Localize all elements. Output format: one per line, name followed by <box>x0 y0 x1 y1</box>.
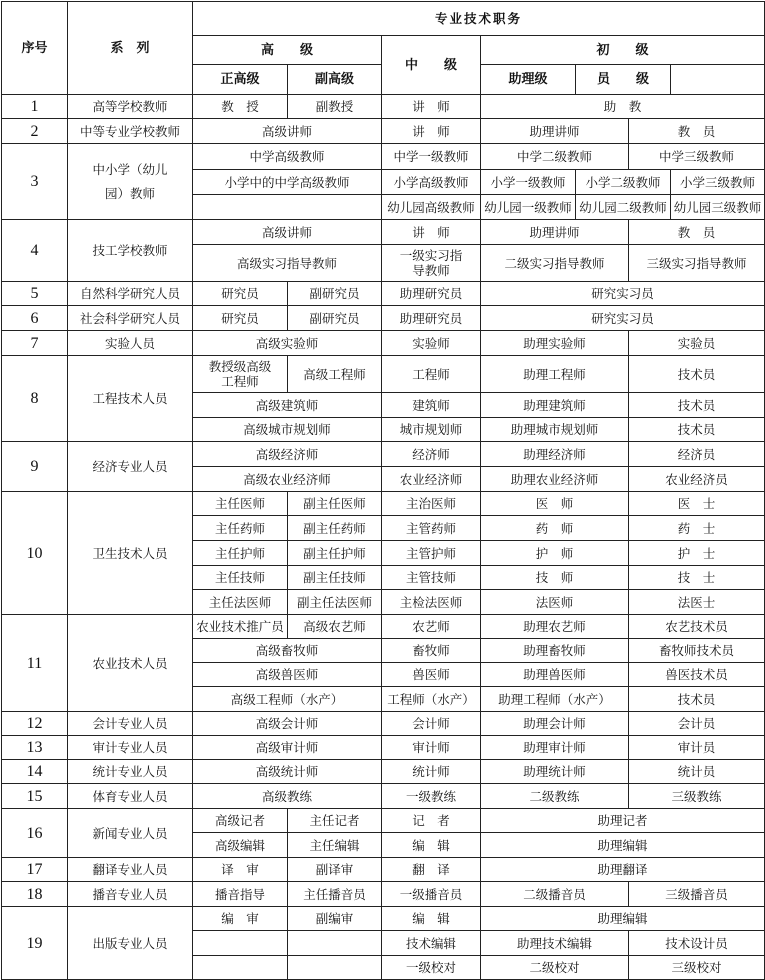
header-yuan: 员 级 <box>576 65 671 95</box>
cell-senior: 高级讲师 <box>193 220 382 245</box>
cell-yuan: 畜牧师技术员 <box>629 639 765 663</box>
cell-assistant: 小学一级教师 <box>481 170 576 195</box>
professional-title-table <box>1 1 765 980</box>
cell-fu: 副研究员 <box>288 282 382 306</box>
row-series: 统计专业人员 <box>68 760 193 784</box>
cell-zheng-empty <box>193 956 288 980</box>
cell-zheng: 主任医师 <box>193 492 288 516</box>
cell-fu: 主任编辑 <box>288 833 382 858</box>
cell-middle: 编 辑 <box>382 907 481 931</box>
cell-junior: 助理编辑 <box>481 833 765 858</box>
row-series: 翻译专业人员 <box>68 858 193 882</box>
cell-yuan: 会计员 <box>629 712 765 736</box>
cell-assistant: 助理农艺师 <box>481 615 629 639</box>
cell-yuan: 幼儿园三级教师 <box>671 195 765 220</box>
cell-senior: 高级讲师 <box>193 119 382 144</box>
cell-zheng-empty <box>193 931 288 956</box>
row-number: 2 <box>2 119 68 144</box>
cell-assistant: 助理实验师 <box>481 331 629 356</box>
cell-fu: 副主任药师 <box>288 516 382 541</box>
cell-middle: 主治医师 <box>382 492 481 516</box>
row-series: 体育专业人员 <box>68 784 193 809</box>
row-number: 18 <box>2 882 68 907</box>
cell-assistant: 药 师 <box>481 516 629 541</box>
cell-yuan: 技术员 <box>629 687 765 712</box>
cell-zheng: 农业技术推广员 <box>193 615 288 639</box>
cell-yuan: 三级校对 <box>629 956 765 980</box>
cell-yuan: 技术员 <box>629 393 765 418</box>
cell-assistant: 二级校对 <box>481 956 629 980</box>
cell-junior: 助理记者 <box>481 809 765 833</box>
cell-middle: 一级播音员 <box>382 882 481 907</box>
cell-assistant: 助理技术编辑 <box>481 931 629 956</box>
cell-assistant: 助理讲师 <box>481 220 629 245</box>
cell-fu: 高级农艺师 <box>288 615 382 639</box>
cell-senior: 高级会计师 <box>193 712 382 736</box>
row-number: 17 <box>2 858 68 882</box>
row-series: 自然科学研究人员 <box>68 282 193 306</box>
cell-yuan: 教 员 <box>629 220 765 245</box>
cell-zheng: 主任护师 <box>193 541 288 566</box>
cell-middle: 翻 译 <box>382 858 481 882</box>
cell-yuan: 护 士 <box>629 541 765 566</box>
row-number: 12 <box>2 712 68 736</box>
row-series: 出版专业人员 <box>68 907 193 980</box>
cell-yuan: 中学三级教师 <box>629 144 765 170</box>
cell-senior: 高级实验师 <box>193 331 382 356</box>
cell-senior: 中学高级教师 <box>193 144 382 170</box>
cell-zheng: 教授级高级工程师 <box>193 356 288 393</box>
cell-assistant: 助理会计师 <box>481 712 629 736</box>
cell-assistant: 助理工程师（水产） <box>481 687 629 712</box>
cell-yuan: 审计员 <box>629 736 765 760</box>
row-series: 中等专业学校教师 <box>68 119 193 144</box>
cell-fu: 副主任技师 <box>288 566 382 590</box>
cell-fu-empty <box>288 931 382 956</box>
cell-senior: 高级实习指导教师 <box>193 245 382 282</box>
cell-assistant: 中学二级教师 <box>481 144 629 170</box>
cell-middle: 经济师 <box>382 442 481 467</box>
row-series: 经济专业人员 <box>68 442 193 492</box>
row-number: 3 <box>2 144 68 220</box>
cell-middle: 主管技师 <box>382 566 481 590</box>
cell-senior: 高级兽医师 <box>193 663 382 687</box>
cell-middle: 主管护师 <box>382 541 481 566</box>
cell-assistant: 医 师 <box>481 492 629 516</box>
cell-zheng: 播音指导 <box>193 882 288 907</box>
cell-fu: 高级工程师 <box>288 356 382 393</box>
cell-yuan: 技术员 <box>629 356 765 393</box>
cell-assistant-2: 小学二级教师 <box>576 170 671 195</box>
cell-middle: 中学一级教师 <box>382 144 481 170</box>
cell-yuan: 三级播音员 <box>629 882 765 907</box>
cell-middle: 幼儿园高级教师 <box>382 195 481 220</box>
cell-zheng: 研究员 <box>193 282 288 306</box>
cell-assistant: 二级教练 <box>481 784 629 809</box>
cell-assistant: 护 师 <box>481 541 629 566</box>
cell-middle: 会计师 <box>382 712 481 736</box>
row-number: 14 <box>2 760 68 784</box>
cell-yuan: 医 士 <box>629 492 765 516</box>
cell-fu-empty <box>288 956 382 980</box>
cell-zheng: 译 审 <box>193 858 288 882</box>
cell-zheng: 主任药师 <box>193 516 288 541</box>
cell-assistant: 助理统计师 <box>481 760 629 784</box>
cell-middle: 技术编辑 <box>382 931 481 956</box>
header-seq: 序号 <box>2 2 68 95</box>
cell-zheng: 编 审 <box>193 907 288 931</box>
cell-assistant: 二级实习指导教师 <box>481 245 629 282</box>
cell-yuan: 药 士 <box>629 516 765 541</box>
row-series: 新闻专业人员 <box>68 809 193 858</box>
row-number: 8 <box>2 356 68 442</box>
cell-fu: 副译审 <box>288 858 382 882</box>
cell-middle: 编 辑 <box>382 833 481 858</box>
cell-assistant: 法医师 <box>481 590 629 615</box>
cell-middle: 城市规划师 <box>382 418 481 442</box>
cell-fu: 副主任护师 <box>288 541 382 566</box>
cell-fu: 副教授 <box>288 95 382 119</box>
cell-yuan: 技 士 <box>629 566 765 590</box>
cell-senior: 高级建筑师 <box>193 393 382 418</box>
cell-middle: 审计师 <box>382 736 481 760</box>
cell-assistant: 助理审计师 <box>481 736 629 760</box>
cell-senior: 高级工程师（水产） <box>193 687 382 712</box>
cell-assistant: 助理建筑师 <box>481 393 629 418</box>
cell-middle: 兽医师 <box>382 663 481 687</box>
cell-middle: 建筑师 <box>382 393 481 418</box>
cell-fu: 主任播音员 <box>288 882 382 907</box>
row-series: 社会科学研究人员 <box>68 306 193 331</box>
cell-fu: 副研究员 <box>288 306 382 331</box>
row-number: 16 <box>2 809 68 858</box>
header-series: 系 列 <box>68 2 193 95</box>
row-series: 高等学校教师 <box>68 95 193 119</box>
cell-senior: 高级畜牧师 <box>193 639 382 663</box>
cell-fu: 主任记者 <box>288 809 382 833</box>
row-number: 1 <box>2 95 68 119</box>
row-series: 播音专业人员 <box>68 882 193 907</box>
row-series: 农业技术人员 <box>68 615 193 712</box>
row-series: 技工学校教师 <box>68 220 193 282</box>
cell-middle: 记 者 <box>382 809 481 833</box>
cell-middle: 一级教练 <box>382 784 481 809</box>
cell-middle: 主检法医师 <box>382 590 481 615</box>
row-number: 19 <box>2 907 68 980</box>
cell-middle: 工程师（水产） <box>382 687 481 712</box>
cell-senior: 高级农业经济师 <box>193 467 382 492</box>
cell-assistant: 助理城市规划师 <box>481 418 629 442</box>
cell-middle: 畜牧师 <box>382 639 481 663</box>
cell-yuan: 三级实习指导教师 <box>629 245 765 282</box>
row-series: 工程技术人员 <box>68 356 193 442</box>
cell-middle: 助理研究员 <box>382 306 481 331</box>
cell-middle: 农艺师 <box>382 615 481 639</box>
cell-fu: 副主任法医师 <box>288 590 382 615</box>
row-number: 6 <box>2 306 68 331</box>
cell-middle: 助理研究员 <box>382 282 481 306</box>
header-title: 专业技术职务 <box>193 2 765 36</box>
row-series: 会计专业人员 <box>68 712 193 736</box>
cell-zheng: 主任技师 <box>193 566 288 590</box>
cell-junior: 助 教 <box>481 95 765 119</box>
cell-yuan: 农业经济员 <box>629 467 765 492</box>
cell-middle: 讲 师 <box>382 220 481 245</box>
cell-assistant: 助理经济师 <box>481 442 629 467</box>
header-senior: 高 级 <box>193 36 382 65</box>
cell-middle: 统计师 <box>382 760 481 784</box>
header-fu: 副高级 <box>288 65 382 95</box>
cell-junior: 研究实习员 <box>481 306 765 331</box>
cell-middle: 一级实习指导教师 <box>382 245 481 282</box>
cell-zheng: 高级编辑 <box>193 833 288 858</box>
cell-zheng: 高级记者 <box>193 809 288 833</box>
cell-assistant-2: 幼儿园二级教师 <box>576 195 671 220</box>
cell-middle: 讲 师 <box>382 119 481 144</box>
cell-middle: 小学高级教师 <box>382 170 481 195</box>
row-number: 4 <box>2 220 68 282</box>
header-assistant: 助理级 <box>481 65 576 95</box>
cell-middle: 工程师 <box>382 356 481 393</box>
cell-assistant: 二级播音员 <box>481 882 629 907</box>
header-middle: 中 级 <box>382 36 481 95</box>
cell-yuan: 经济员 <box>629 442 765 467</box>
cell-yuan: 兽医技术员 <box>629 663 765 687</box>
row-series: 实验人员 <box>68 331 193 356</box>
cell-senior-empty <box>193 195 382 220</box>
header-junior: 初 级 <box>481 36 765 65</box>
row-series: 审计专业人员 <box>68 736 193 760</box>
cell-yuan: 技术设计员 <box>629 931 765 956</box>
row-number: 5 <box>2 282 68 306</box>
cell-yuan: 实验员 <box>629 331 765 356</box>
cell-zheng: 教 授 <box>193 95 288 119</box>
cell-junior: 研究实习员 <box>481 282 765 306</box>
cell-junior: 助理编辑 <box>481 907 765 931</box>
cell-yuan: 小学三级教师 <box>671 170 765 195</box>
cell-assistant: 助理兽医师 <box>481 663 629 687</box>
row-number: 15 <box>2 784 68 809</box>
cell-zheng: 主任法医师 <box>193 590 288 615</box>
cell-senior: 高级统计师 <box>193 760 382 784</box>
cell-fu: 副主任医师 <box>288 492 382 516</box>
cell-assistant: 幼儿园一级教师 <box>481 195 576 220</box>
row-number: 10 <box>2 492 68 615</box>
row-series: 卫生技术人员 <box>68 492 193 615</box>
cell-zheng: 研究员 <box>193 306 288 331</box>
cell-assistant: 助理讲师 <box>481 119 629 144</box>
cell-middle: 实验师 <box>382 331 481 356</box>
row-series: 中小学（幼儿园）教师 <box>68 144 193 220</box>
cell-yuan: 技术员 <box>629 418 765 442</box>
row-number: 7 <box>2 331 68 356</box>
cell-yuan: 统计员 <box>629 760 765 784</box>
cell-junior: 助理翻译 <box>481 858 765 882</box>
cell-senior: 高级城市规划师 <box>193 418 382 442</box>
cell-middle: 农业经济师 <box>382 467 481 492</box>
cell-fu: 副编审 <box>288 907 382 931</box>
cell-yuan: 农艺技术员 <box>629 615 765 639</box>
cell-yuan: 教 员 <box>629 119 765 144</box>
row-number: 13 <box>2 736 68 760</box>
row-number: 11 <box>2 615 68 712</box>
cell-assistant: 助理工程师 <box>481 356 629 393</box>
row-number: 9 <box>2 442 68 492</box>
cell-senior: 高级经济师 <box>193 442 382 467</box>
header-empty <box>671 65 765 95</box>
cell-senior: 小学中的中学高级教师 <box>193 170 382 195</box>
cell-middle: 讲 师 <box>382 95 481 119</box>
cell-yuan: 三级教练 <box>629 784 765 809</box>
cell-yuan: 法医士 <box>629 590 765 615</box>
cell-middle: 一级校对 <box>382 956 481 980</box>
cell-middle: 主管药师 <box>382 516 481 541</box>
cell-assistant: 技 师 <box>481 566 629 590</box>
cell-assistant: 助理畜牧师 <box>481 639 629 663</box>
cell-senior: 高级审计师 <box>193 736 382 760</box>
cell-assistant: 助理农业经济师 <box>481 467 629 492</box>
header-zheng: 正高级 <box>193 65 288 95</box>
cell-senior: 高级教练 <box>193 784 382 809</box>
